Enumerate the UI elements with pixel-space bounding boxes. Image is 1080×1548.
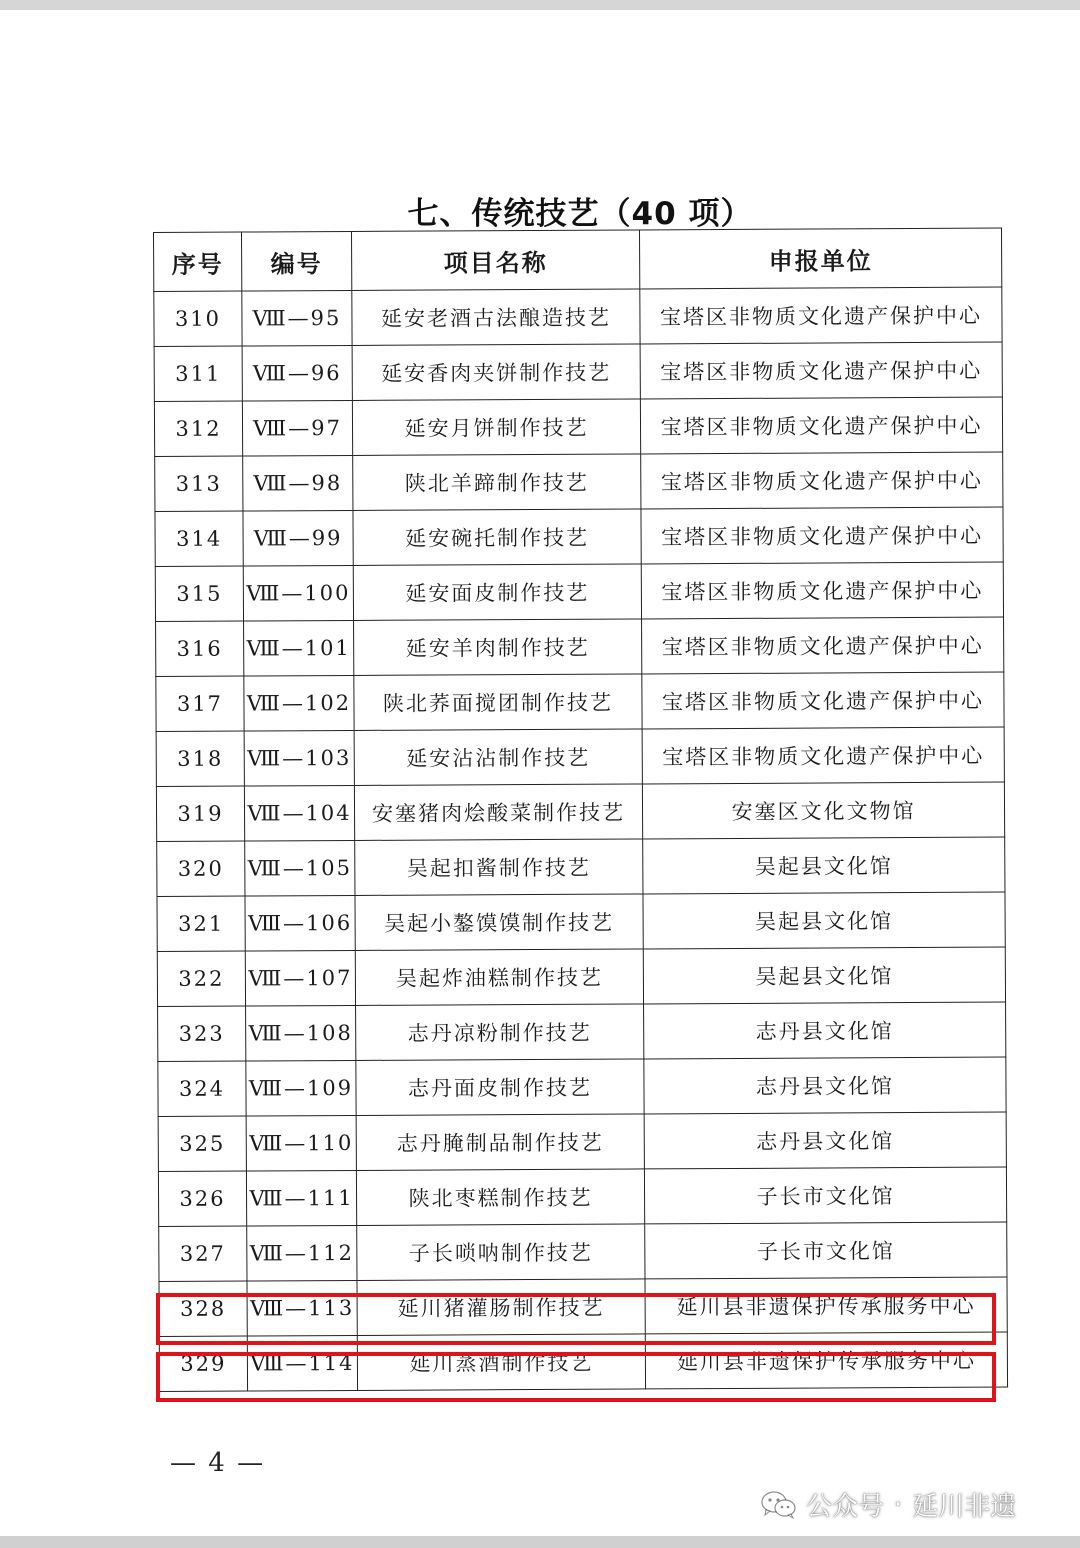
cell-name: 安塞猪肉烩酸菜制作技艺 [354, 784, 642, 841]
cell-code: Ⅷ—113 [247, 1280, 357, 1336]
cell-name: 吴起扣酱制作技艺 [355, 839, 643, 896]
cell-code: Ⅷ—108 [246, 1005, 356, 1061]
project-table [153, 228, 1008, 1392]
cell-seq: 316 [156, 621, 244, 676]
cell-seq: 314 [155, 511, 243, 566]
cell-code: Ⅷ—111 [246, 1170, 356, 1226]
cell-code: Ⅷ—96 [242, 345, 352, 401]
table-row [158, 1002, 1006, 1061]
cell-code: Ⅷ—103 [244, 730, 354, 786]
table-row [157, 837, 1005, 896]
cell-name: 延安月饼制作技艺 [352, 399, 640, 456]
cell-unit: 宝塔区非物质文化遗产保护中心 [640, 397, 1002, 454]
cell-name: 志丹腌制品制作技艺 [356, 1114, 644, 1171]
header-name: 项目名称 [351, 230, 639, 291]
cell-unit: 志丹县文化馆 [644, 1112, 1006, 1169]
cell-code: Ⅷ—114 [247, 1335, 357, 1391]
table-header-row [154, 228, 1002, 291]
table-row [154, 287, 1002, 346]
scan-bottom-edge [0, 1536, 1080, 1548]
cell-code: Ⅷ—112 [247, 1225, 357, 1281]
cell-code: Ⅷ—109 [246, 1060, 356, 1116]
cell-unit: 宝塔区非物质文化遗产保护中心 [642, 727, 1004, 784]
table-row [155, 507, 1003, 566]
cell-unit: 子长市文化馆 [645, 1222, 1007, 1279]
header-seq: 序号 [154, 232, 242, 291]
cell-unit: 吴起县文化馆 [643, 947, 1005, 1004]
cell-name: 延安面皮制作技艺 [353, 564, 641, 621]
cell-code: Ⅷ—110 [246, 1115, 356, 1171]
cell-name: 延川猪灌肠制作技艺 [357, 1279, 645, 1336]
highlight-box-row-329 [156, 1352, 996, 1402]
cell-seq: 320 [157, 841, 245, 896]
cell-seq: 327 [159, 1226, 247, 1281]
cell-unit: 子长市文化馆 [644, 1167, 1006, 1224]
cell-unit: 宝塔区非物质文化遗产保护中心 [640, 287, 1002, 344]
cell-code: Ⅷ—101 [244, 620, 354, 676]
cell-name: 延安沾沾制作技艺 [354, 729, 642, 786]
cell-name: 陕北枣糕制作技艺 [356, 1169, 644, 1226]
cell-code: Ⅷ—106 [245, 895, 355, 951]
cell-seq: 325 [158, 1116, 246, 1171]
scan-top-edge [0, 0, 1080, 10]
cell-unit: 吴起县文化馆 [643, 892, 1005, 949]
cell-unit: 宝塔区非物质文化遗产保护中心 [642, 617, 1004, 674]
table-row [154, 397, 1002, 456]
table-row [157, 892, 1005, 951]
watermark-label: 公众号 [806, 1492, 885, 1522]
cell-seq: 319 [156, 786, 244, 841]
cell-unit: 宝塔区非物质文化遗产保护中心 [641, 562, 1003, 619]
table-row [154, 342, 1002, 401]
page-number: — 4 — [170, 1448, 266, 1478]
cell-name: 延安羊肉制作技艺 [354, 619, 642, 676]
cell-seq: 329 [159, 1336, 247, 1391]
watermark-separator: · [894, 1489, 903, 1520]
table-row [158, 1112, 1006, 1171]
cell-name: 延安香肉夹饼制作技艺 [352, 344, 640, 401]
cell-seq: 326 [158, 1171, 246, 1226]
table-row [156, 727, 1004, 786]
highlight-box-row-328 [156, 1293, 996, 1345]
cell-code: Ⅷ—100 [243, 565, 353, 621]
cell-name: 延安老酒古法酿造技艺 [352, 289, 640, 346]
table-row [155, 452, 1003, 511]
cell-name: 延川蒸酒制作技艺 [357, 1334, 645, 1391]
cell-name: 延安碗托制作技艺 [353, 509, 641, 566]
cell-name: 志丹面皮制作技艺 [356, 1059, 644, 1116]
cell-unit: 宝塔区非物质文化遗产保护中心 [641, 507, 1003, 564]
cell-seq: 310 [154, 291, 242, 346]
cell-name: 陕北荞面搅团制作技艺 [354, 674, 642, 731]
watermark-account: 延川非遗 [912, 1492, 1017, 1522]
cell-name: 志丹凉粉制作技艺 [356, 1004, 644, 1061]
section-title: 七、传统技艺（40 项） [407, 196, 753, 232]
cell-unit: 延川县非遗保护传承服务中心 [645, 1277, 1007, 1334]
cell-code: Ⅷ—99 [243, 510, 353, 566]
cell-seq: 311 [154, 346, 242, 401]
table-row [158, 1057, 1006, 1116]
cell-seq: 323 [158, 1006, 246, 1061]
cell-name: 吴起炸油糕制作技艺 [355, 949, 643, 1006]
cell-code: Ⅷ—107 [245, 950, 355, 1006]
table-row [159, 1222, 1007, 1281]
table-row [157, 947, 1005, 1006]
table-row [156, 672, 1004, 731]
wechat-watermark [760, 1486, 1016, 1523]
cell-seq: 317 [156, 676, 244, 731]
cell-unit: 吴起县文化馆 [643, 837, 1005, 894]
cell-code: Ⅷ—104 [244, 785, 354, 841]
cell-seq: 328 [159, 1281, 247, 1336]
cell-code: Ⅷ—102 [244, 675, 354, 731]
cell-seq: 322 [157, 951, 245, 1006]
project-table-wrapper [153, 228, 1007, 1392]
table-row [155, 562, 1003, 621]
header-unit: 申报单位 [639, 228, 1001, 289]
cell-seq: 321 [157, 896, 245, 951]
wechat-icon [760, 1489, 798, 1521]
cell-seq: 313 [155, 456, 243, 511]
cell-unit: 志丹县文化馆 [644, 1002, 1006, 1059]
cell-code: Ⅷ—105 [245, 840, 355, 896]
header-code: 编号 [242, 231, 352, 291]
cell-seq: 324 [158, 1061, 246, 1116]
cell-unit: 安塞区文化文物馆 [642, 782, 1004, 839]
cell-name: 陕北羊蹄制作技艺 [353, 454, 641, 511]
cell-seq: 315 [155, 566, 243, 621]
cell-unit: 延川县非遗保护传承服务中心 [645, 1332, 1007, 1389]
cell-name: 吴起小鏊馍馍制作技艺 [355, 894, 643, 951]
cell-name: 子长唢呐制作技艺 [357, 1224, 645, 1281]
cell-code: Ⅷ—95 [242, 290, 352, 346]
cell-unit: 宝塔区非物质文化遗产保护中心 [642, 672, 1004, 729]
cell-unit: 宝塔区非物质文化遗产保护中心 [640, 342, 1002, 399]
table-row [156, 782, 1004, 841]
cell-unit: 志丹县文化馆 [644, 1057, 1006, 1114]
table-row [158, 1167, 1006, 1226]
cell-code: Ⅷ—98 [243, 455, 353, 511]
table-row [156, 617, 1004, 676]
cell-unit: 宝塔区非物质文化遗产保护中心 [641, 452, 1003, 509]
cell-seq: 318 [156, 731, 244, 786]
cell-code: Ⅷ—97 [242, 400, 352, 456]
cell-seq: 312 [154, 401, 242, 456]
